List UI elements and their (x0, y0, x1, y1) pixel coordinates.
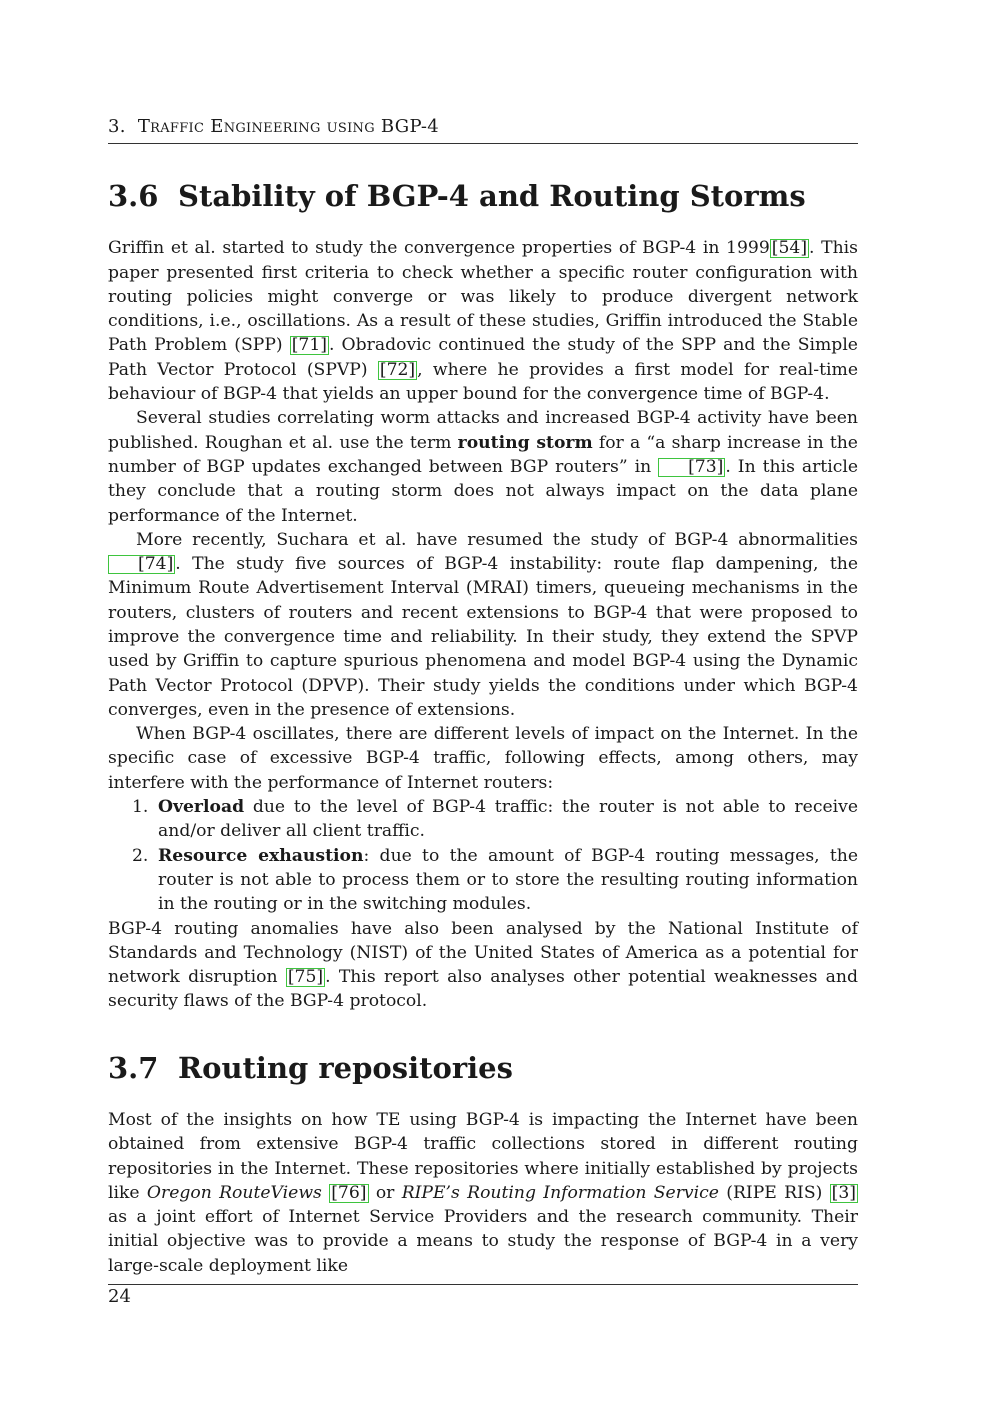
paragraph (108, 528, 858, 722)
text-run: . The study five sources of BGP-4 instability: route flap dampening, the Minimum Route Advertisement Interval (MRAI) timers, queueing mechanisms in the routers, clusters of routers and recent extensions to BGP-4 that were proposed to improve the convergence time and reliability. In their study, they extend the SPVP used by Griffin to capture spurious phenomena and model BGP-4 using the Dynamic Path Vector Protocol (DPVP). Their study yields the conditions under which BGP-4 converges, even in the presence of extensions. (108, 554, 858, 720)
text-run: Griffin et al. started to study the convergence properties of BGP-4 in 1999 (108, 238, 770, 259)
citation-link[interactable]: [72] (379, 359, 416, 380)
footer-rule (108, 1284, 858, 1285)
text-run: . This report also analyses other potential weaknesses and security flaws of the BGP-4 protocol. (108, 967, 858, 1012)
text-run: , where he provides a first model for real-time behaviour of BGP-4 that yields an upper bound for the convergence time of BGP-4. (108, 359, 858, 405)
text-run: or (368, 1182, 402, 1203)
chapter-number: 3. (108, 116, 126, 137)
bold-term: Overload (158, 797, 245, 818)
effects-list (108, 795, 858, 916)
main-content (108, 178, 858, 1278)
citation-link[interactable]: [54] (771, 238, 808, 259)
citation-link[interactable]: [76] (331, 1182, 367, 1203)
text-run: (RIPE RIS) (718, 1182, 830, 1203)
list-marker: 1. (132, 797, 149, 818)
text-run: Several studies correlating worm attacks and increased BGP-4 activity have been published. Roughan et al. use the term (108, 408, 858, 453)
section-title: Routing repositories (178, 1050, 513, 1085)
page-number: 24 (108, 1286, 131, 1307)
text-run: as a joint effort of Internet Service Providers and the research community. Their initial objective was to provide a means to study the response of BGP-4 in a very large-scale deployment like (108, 1207, 858, 1276)
citation-link[interactable]: [3] (831, 1182, 857, 1203)
chapter-title: Traffic Engineering using BGP-4 (137, 116, 440, 137)
text-run: . In this article they conclude that a routing storm does not always impact on the data plane performance of the Internet. (108, 456, 858, 526)
citation-link[interactable]: [71] (291, 335, 327, 356)
text-run: due to the level of BGP-4 traffic: the router is not able to receive and/or deliver all client traffic. (158, 797, 858, 842)
paragraph (108, 1108, 858, 1278)
paragraph (108, 406, 858, 527)
italic-term: Oregon RouteViews (146, 1182, 322, 1203)
section-title: Stability of BGP-4 and Routing Storms (178, 179, 806, 213)
running-head (108, 116, 858, 144)
bold-term: Resource exhaustion (158, 845, 364, 866)
citation-link[interactable]: [73] (658, 458, 725, 477)
section-number: 3.6 (108, 179, 159, 213)
section-heading-3-6 (108, 178, 858, 214)
text-run: for a “a sharp increase in the number of BGP updates exchanged between BGP routers” in (108, 432, 858, 477)
citation-link[interactable]: [75] (287, 967, 324, 988)
list-marker: 2. (132, 845, 149, 866)
text-run: Most of the insights on how TE using BGP-4 is impacting the Internet have been obtained from extensive BGP-4 traffic collections stored in different routing repositories in the Internet. These repositories where initially established by projects like (108, 1110, 858, 1203)
text-run: More recently, Suchara et al. have resumed the study of BGP-4 abnormalities (136, 529, 858, 550)
text-run: . Obradovic continued the study of the SPP and the Simple Path Vector Protocol (SPVP) (108, 335, 858, 380)
section-number: 3.7 (108, 1050, 159, 1085)
section-heading-3-7 (108, 1050, 858, 1086)
bold-term: routing storm (457, 432, 593, 453)
citation-link[interactable]: [74] (108, 555, 175, 574)
list-item (108, 844, 858, 917)
paragraph: When BGP-4 oscillates, there are different levels of impact on the Internet. In the specific case of excessive BGP-4 traffic, following effects, among others, may interfere with the performance of Internet routers: (108, 724, 858, 793)
list-item (108, 795, 858, 844)
text-run: : due to the amount of BGP-4 routing messages, the router is not able to process them or to store the resulting routing information in the routing or in the switching modules. (158, 845, 859, 915)
text-run: BGP-4 routing anomalies have also been analysed by the National Institute of Standards and Technology (NIST) of the United States of America as a potential for network disruption (108, 918, 858, 988)
paragraph (108, 917, 858, 1014)
italic-term: RIPE’s Routing Information Service (401, 1182, 719, 1203)
text-run: . This paper presented first criteria to check whether a specific router configuration with routing policies might converge or was likely to produce divergent network conditions, i.e., oscillations. As a result of these studies, Griffin introduced the Stable Path Problem (SPP) (108, 238, 858, 356)
paragraph (108, 236, 858, 406)
